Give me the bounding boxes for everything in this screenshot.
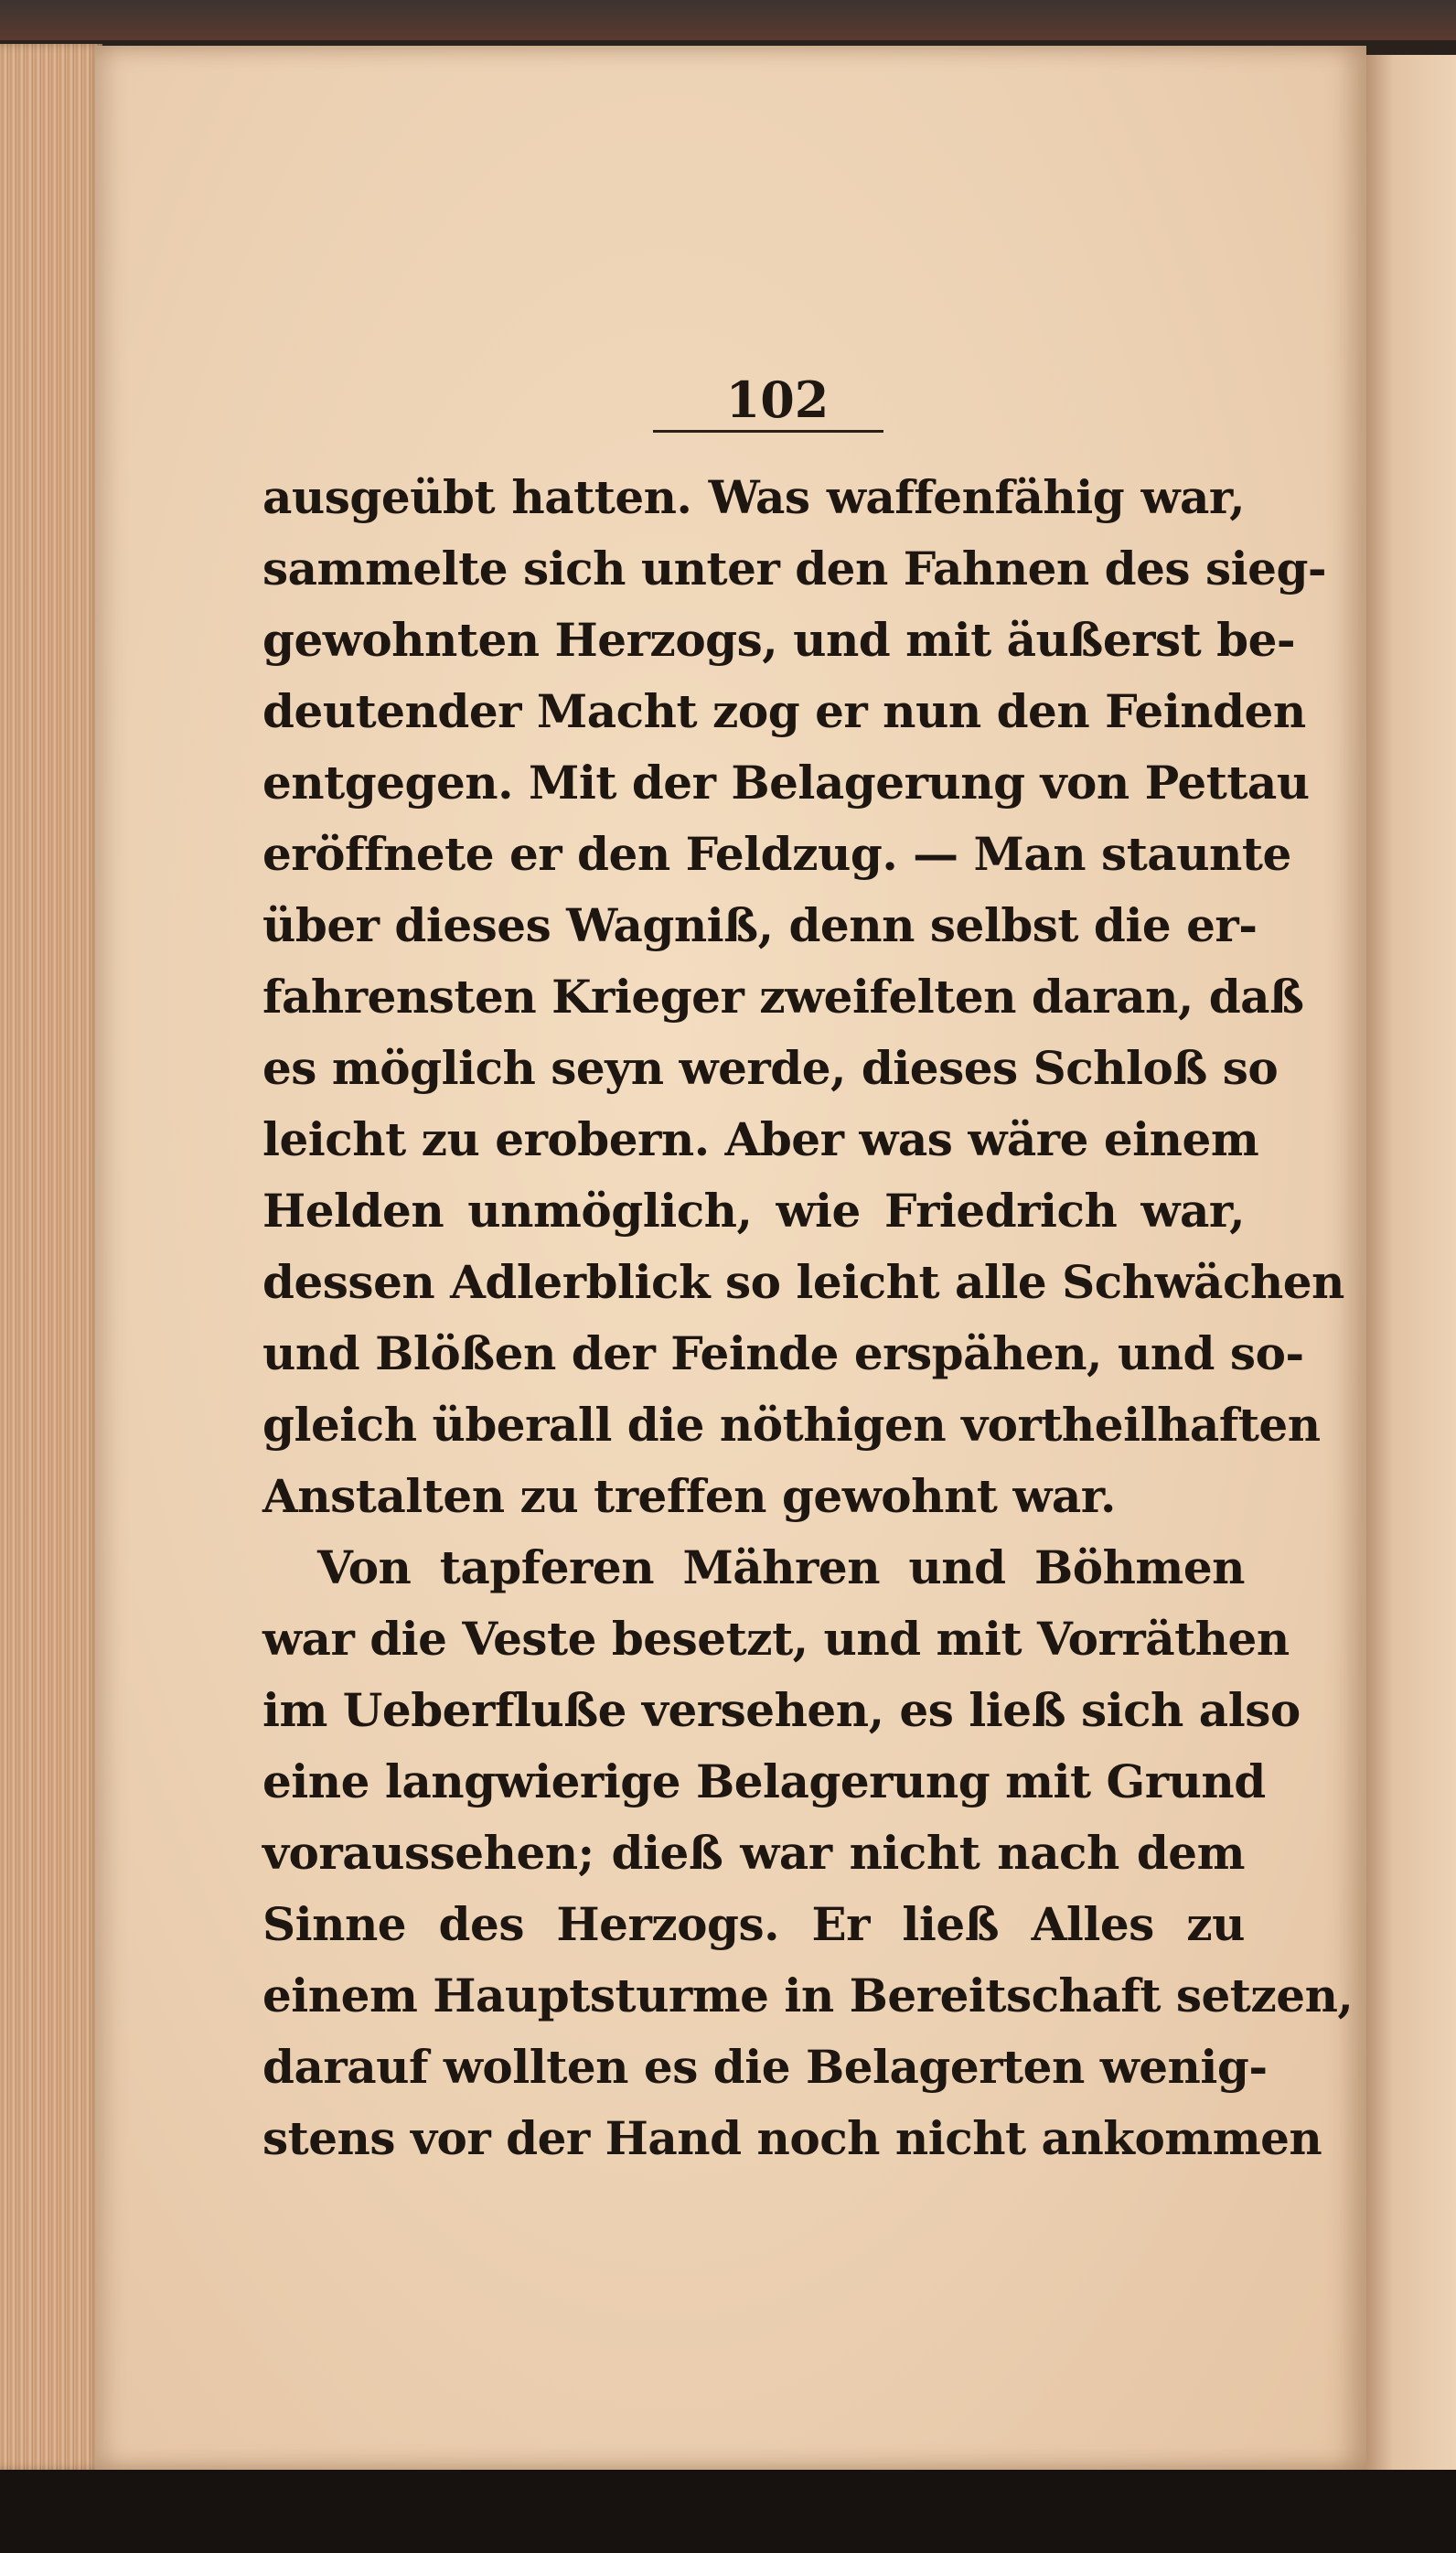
header-rule [653,430,883,433]
paragraph-1 [262,462,1344,1532]
text-line: einem Hauptsturme in Bereitschaft setzen, [262,1968,1354,2022]
paragraph-2 [262,1532,1354,2174]
text-line: dessen Adlerblick so leicht alle Schwächen [262,1255,1344,1309]
text-line: es möglich seyn werde, dieses Schloß so [262,1041,1279,1095]
text-line: gewohnten Herzogs, und mit äußerst be- [262,613,1296,667]
text-line: stens vor der Hand noch nicht ankommen [262,2111,1322,2165]
page-edges [0,44,102,2470]
facing-page-edge [1366,55,1456,2470]
text-line: entgegen. Mit der Belagerung von Pettau [262,756,1310,810]
text-line: fahrensten Krieger zweifelten daran, daß [262,970,1304,1024]
text-line: eine langwierige Belagerung mit Grund [262,1754,1266,1808]
text-line: eröffnete er den Feldzug. — Man staunte [262,827,1291,881]
text-line: und Blößen der Feinde erspähen, und so- [262,1326,1304,1380]
text-line: sammelte sich unter den Fahnen des sieg- [262,542,1327,595]
text-line: gleich überall die nöthigen vortheilhaften [262,1398,1321,1452]
text-line: darauf wollten es die Belagerten wenig- [262,2040,1268,2094]
text-line: deutender Macht zog er nun den Feinden [262,684,1306,738]
text-line: Von tapferen Mähren und Böhmen [317,1540,1245,1594]
text-line: Sinne des Herzogs. Er ließ Alles zu [262,1897,1245,1951]
page-number: 102 [725,370,830,429]
book-cover-bottom [0,2470,1456,2553]
text-line: voraussehen; dieß war nicht nach dem [262,1826,1245,1880]
text-line: Anstalten zu treffen gewohnt war. [262,1469,1116,1523]
text-line: war die Veste besetzt, und mit Vorräthen [262,1612,1290,1666]
text-line: ausgeübt hatten. Was waffenfähig war, [262,470,1245,524]
text-line: im Ueberfluße versehen, es ließ sich also [262,1683,1301,1737]
text-line: über dieses Wagniß, denn selbst die er- [262,898,1258,952]
book-cover-top [0,0,1456,40]
body-text [262,462,1354,2174]
text-line: leicht zu erobern. Aber was wäre einem [262,1112,1259,1166]
text-line: Helden unmöglich, wie Friedrich war, [262,1184,1245,1238]
